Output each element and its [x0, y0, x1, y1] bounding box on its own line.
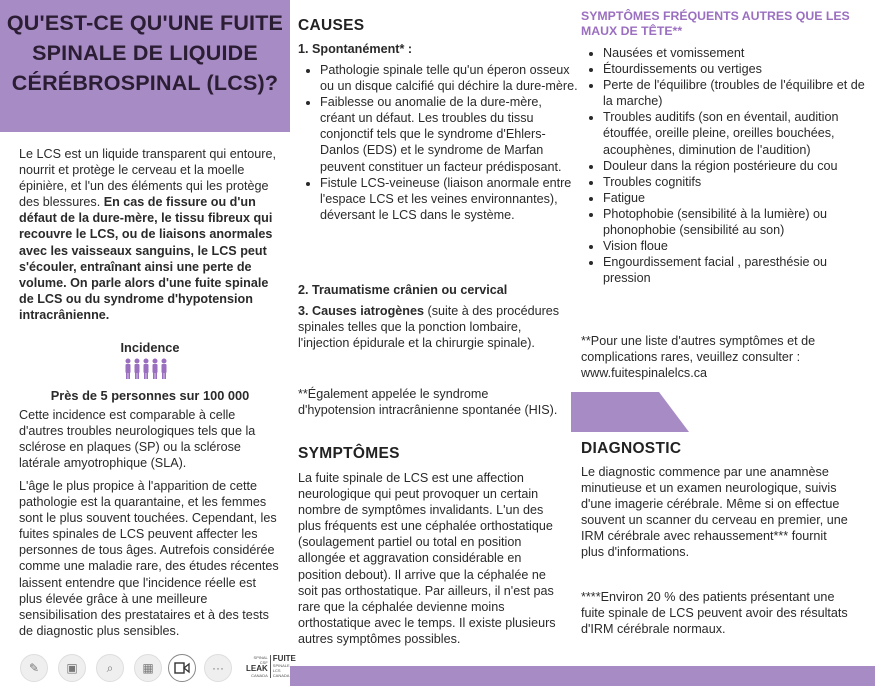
title-banner — [0, 0, 290, 132]
iatrogenic-label: 3. Causes iatrogènes — [298, 304, 424, 318]
list-item: • Troubles auditifs (son en éventail, audition étouffée, oreille pleine, oreilles bouchées, acouphènes, diminution de l'audition) — [603, 109, 871, 157]
diagnostic-heading: DIAGNOSTIC — [581, 440, 682, 457]
intro-bold-text: En cas de fissure ou d'un défaut de la dure-mère, le tissu fibreux qui recouvre le LCS, ou de liaisons anormales avec les vaisseaux sanguins, le LCS peut s'écouler, entraînant ainsi une perte de volume. On parle alors d'une fuite spinale de LCS ou du syndrome d'hypotension intracrânienne. — [19, 195, 273, 322]
symptoms-paragraph: La fuite spinale de LCS est une affection neurologique qui peut provoquer un certain nombre de symptômes invalidants. L'un des plus fréquents est une céphalée orthostatique (soulagement partiel ou total en position allongée et aggravation considérable en position debout). Il arrive que la céphalée ne soit pas orthostatique. Par ailleurs, il n'est pas rare que la céphalée devienne moins orthostatique avec le temps. Il existe plusieurs autres symptômes possibles. — [298, 471, 556, 646]
violet-tab-shape — [571, 392, 691, 432]
list-item: • Faiblesse ou anomalie de la dure-mère, créant un défaut. Les troubles du tissu conjonctif tels que le syndrome d'Ehlers-Danlos (EDS) et le syndrome de Marfan peuvent constituer un facteur prédisposant. — [320, 94, 578, 174]
grid-icon[interactable]: ▦ — [134, 654, 162, 682]
list-item: • Fistule LCS-veineuse (liaison anormale entre l'espace LCS et les veines environnantes), déversant le LCS dans le système. — [320, 175, 578, 223]
page-title: QU'EST-CE QU'UNE FUITE SPINALE DE LIQUIDE CÉRÉBROSPINAL (LCS)? — [6, 11, 284, 95]
intro-paragraph — [19, 146, 281, 323]
logo-text-6: CANADA — [272, 673, 290, 678]
list-item: • Engourdissement facial , paresthésie ou pression — [603, 254, 871, 286]
incidence-heading: Incidence — [120, 340, 180, 355]
incidence-stat: Près de 5 personnes sur 100 000 — [50, 388, 250, 403]
incidence-text: Cette incidence est comparable à celle d'autres troubles neurologiques tels que la sclérose en plaques (SP) ou la sclérose latérale amyotrophique (SLA). — [19, 408, 256, 471]
list-item: • Douleur dans la région postérieure du cou — [603, 158, 871, 174]
causes-heading: CAUSES — [298, 17, 365, 34]
logo-text-1: SPINAL CSF — [253, 655, 268, 665]
logo-text-5: SPINALE LCS — [272, 663, 290, 673]
logo-text-2: LEAK — [246, 664, 268, 673]
frequent-symptoms-list — [581, 45, 871, 286]
age-paragraph: L'âge le plus propice à l'apparition de cette pathologie est la quarantaine, et les femmes sont le plus souvent touchées. Cependant, les fuites spinales de LCS peuvent affecter les personnes de tous âges. Autrefois considérée comme une maladie rare, des études récentes laissent entendre que l'incidence réelle est plus élevée grâce à une meilleure sensibilisation des prestataires et à des tests de diagnostic plus sensibles. — [19, 479, 279, 638]
diagnostic-paragraph: Le diagnostic commence par une anamnèse minutieuse et un examen neurologique, suivis d'une imagerie cérébrale. Même si on effectue souvent un scanner du cerveau en premier, une IRM cérébrale avec rehaussement*** fournit plus d'informations. — [581, 465, 848, 560]
frequent-symptoms-heading: SYMPTÔMES FRÉQUENTS AUTRES QUE LES MAUX DE TÊTE** — [581, 9, 850, 38]
list-item: • Vision floue — [603, 238, 871, 254]
symptoms-heading: SYMPTÔMES — [298, 445, 400, 462]
list-item: • Étourdissements ou vertiges — [603, 61, 871, 77]
video-icon[interactable] — [168, 654, 196, 682]
more-symptoms-note: **Pour une liste d'autres symptômes et de complications rares, veuillez consulter : www.fuitespinalelcs.ca — [581, 334, 816, 381]
list-item: • Troubles cognitifs — [603, 174, 871, 190]
list-item: • Photophobie (sensibilité à la lumière) ou phonophobie (sensibilité au son) — [603, 206, 871, 238]
logo-text-3: CANADA — [251, 673, 268, 678]
trauma-cause: 2. Traumatisme crânien ou cervical — [298, 283, 508, 297]
pen-icon[interactable]: ✎ — [20, 654, 48, 682]
spontaneous-heading: 1. Spontanément* : — [298, 42, 413, 56]
bottom-accent-bar — [290, 666, 875, 686]
list-item: • Fatigue — [603, 190, 871, 206]
logo — [246, 654, 296, 681]
logo-text-4: FUITE — [272, 654, 296, 663]
footnote-his: **Également appelée le syndrome d'hypotension intracrânienne spontanée (HIS). — [298, 387, 558, 418]
list-item: • Nausées et vomissement — [603, 45, 871, 61]
magnifier-icon[interactable]: ⌕ — [96, 654, 124, 682]
pages-icon[interactable]: ▣ — [58, 654, 86, 682]
causes-list — [298, 62, 578, 223]
iatrogenic-text: (suite à des procédures spinales telles que la ponction lombaire, l'injection épidurale et la chirurgie spinale). — [298, 304, 560, 351]
intro-normal-text: Le LCS est un liquide transparent qui entoure, nourrit et protège le cerveau et la moelle épinière, et l'un des éléments qui les protège des blessures. — [19, 147, 276, 210]
list-item: • Pathologie spinale telle qu'un éperon osseux ou un disque calcifié qui déchire la dure-mère. — [320, 62, 578, 94]
iatrogenic-cause — [298, 303, 560, 351]
diagnostic-note: ****Environ 20 % des patients présentant une fuite spinale de LCS peuvent avoir des résultats d'IRM cérébrale normaux. — [581, 590, 848, 637]
people-icon — [124, 358, 170, 380]
list-item: • Perte de l'équilibre (troubles de l'équilibre et de la marche) — [603, 77, 871, 109]
more-icon[interactable]: ··· — [204, 654, 232, 682]
